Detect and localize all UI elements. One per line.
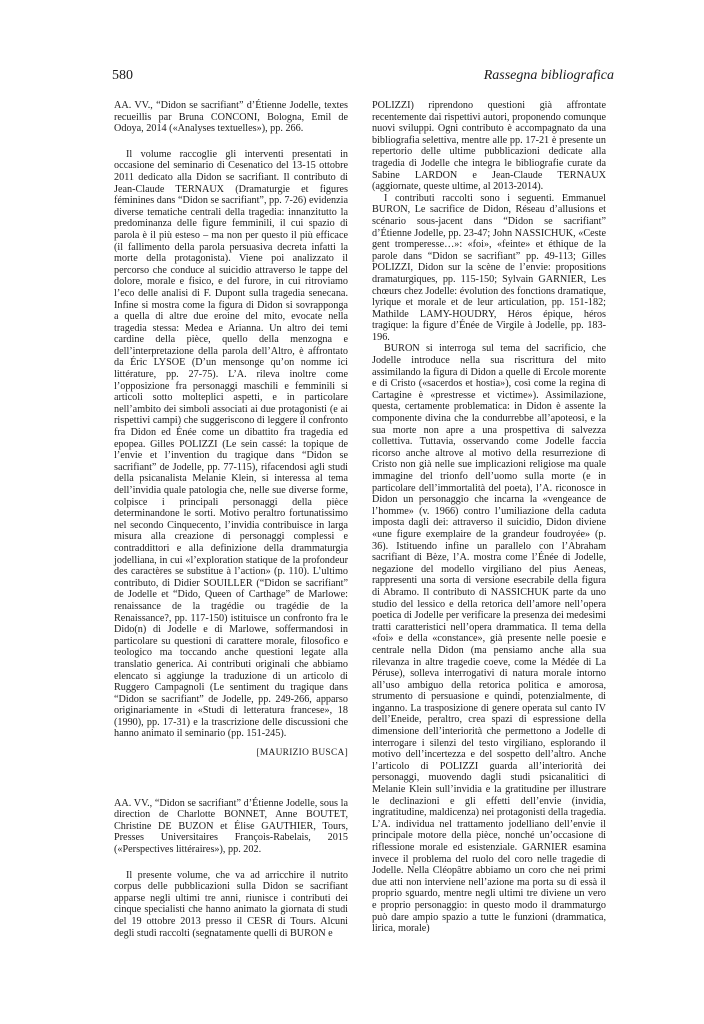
running-title: Rassegna bibliografica [483, 68, 614, 83]
right-column [372, 100, 606, 935]
paragraph: BURON si interroga sul tema del sacrificio, che Jodelle introduce nella sua riscrittura del mito assimilando la figura di Didon a quelle di Ercole morente e di Cristo («sacerdos et hostia»), così come la regina di Cartagine è «prestresse et victime»). Assimilazione, questa, certamente problematica: in Didon è assente la componente divina che la condurrebbe all’apoteosi, e la sua morte non apre a una prospettiva di salvezza collettiva. Tuttavia, osservando come Jodelle faccia ricorso anche altrove al motivo della resurrezione di Cristo non già nelle sue implicazioni religiose ma quale immagine del trionfo dell’uomo sulla morte (e in particolare dell’immortalità del poeta), l’A. riconosce in Didon un personaggio che incarna la «vengeance de l’homme» (v. 1966) contro l’umiliazione della caduta imposta dagli dei: attraverso il suicidio, Didon diviene «une figure exemplaire de la grandeur foudroyée» (p. 36). Istituendo infine un parallelo con l’Abraham sacrifiant di Bèze, l’A. mostra come l’Énée di Jodelle, negazione del modello virgiliano del pius Aeneas, rappresenti una sorta di versione esecrabile della figura di Abramo. Il contributo di NASSICHUK parte da uno studio del lessico e della retorica dell’amore nell’opera poetica di Jodelle per verificare la presenza dei medesimi tratti caratteristici nell’opera drammatica. Il tema della «foi» e della «constance», già presente nelle poesie e centrale nella Didon (ma pensiamo anche alla sua rilevanza in altre tragedie coeve, come la Médée di La Péruse), solleva interrogativi di natura morale intorno all’uso ambiguo della retorica politica e amorosa, strumento di persuasione e quindi, potenzialmente, di inganno. La trasposizione di genere operata sul canto IV dell’Eneide, peraltro, crea spazi di espressione della dimensione dell’interiorità che permettono a Jodelle di interrogare i silenzi del testo virgiliano, esplorando il motivo dell’incertezza e del sospetto dell’altro. Anche l’articolo di POLIZZI guarda all’interiorità dei personaggi, muovendo dagli studi psicanalitici di Melanie Klein sull’invidia e la gratitudine per illustrare le declinazioni e gli effetti dell’envie (invidia, ingratitudine, maldicenza) nei protagonisti della tragedia. L’A. individua nel trattamento jodelliano dell’envie il principale motore della pièce, nonché un’occasione di riflessione morale ed esistenziale. GARNIER esamina invece il problema del ruolo del coro nelle tragedie di Jodelle. Nella Cléopâtre abbiamo un coro che nei primi due atti non interviene nell’azione ma porta su di essà il proprio sguardo, mentre negli ultimi tre diviene un vero e proprio personaggio: in questo modo il drammaturgo può dare ampio spazio a tutte le funzioni (drammatica, lirica, morale) [372, 343, 606, 935]
page-number: 580 [112, 68, 133, 83]
reviewer-signature: [MAURIZIO BUSCA] [256, 748, 348, 759]
paragraph: POLIZZI) riprendono questioni già affrontate recentemente dai rispettivi autori, proponendo comunque nuovi sviluppi. Ogni contributo è accompagnato da una bibliografia selettiva, mentre alle pp. 17-21 è presente un repertorio delle ultime pubblicazioni dedicate alla tragedia di Jodelle che integra le bibliografie curate da Sabine LARDON e Jean-Claude TERNAUX (aggiornate, queste ultime, al 2013-2014). [372, 100, 606, 193]
review-reference: AA. VV., “Didon se sacrifiant” d’Étienne Jodelle, textes recueillis par Bruna CONCONI, Bologna, Emil de Odoya, 2014 («Analyses textuelles»), pp. 266. [114, 100, 348, 135]
review-body: Il presente volume, che va ad arricchire il nutrito corpus delle pubblicazioni sulla Didon se sacrifiant apparse negli ultimi tre anni, riunisce i contributi dei cinque specialisti che hanno animato la giornata di studi del 19 ottobre 2013 presso il CESR di Tours. Alcuni degli studi raccolti (segnatamente quelli di BURON e [114, 869, 348, 939]
review-reference: AA. VV., “Didon se sacrifiant” d’Étienne Jodelle, sous la direction de Charlotte BONNET, Anne BOUTET, Christine DE BUZON et Élise GAUTHIER, Tours, Presses Universitaires François-Rabelais, 2015 («Perspectives littéraires»), pp. 202. [114, 797, 348, 856]
page-header [112, 68, 614, 88]
review-body: Il volume raccoglie gli interventi presentati in occasione del seminario di Cesenatico del 13-15 ottobre 2011 dedicato alla Didon se sacrifiant. Il contributo di Jean-Claude TERNAUX (Dramaturgie et figures féminines dans “Didon se sacrifiant”, pp. 7-26) evidenzia diverse tematiche centrali della tragedia: innanzitutto la predominanza delle figure femminili, il cui spazio di parola è il più esteso – ma non per questo il più efficace (il fallimento della parola persuasiva decreta infatti la morte della protagonista). Viene poi analizzato il percorso che conduce al suicidio attraverso le tappe del dolore, morale e fisico, e del furore, in cui ritroviamo l’eco delle analisi di F. Dupont sulla tragedia senecana. Infine si mostra come la figura di Didon si sovrapponga a quella di altre due eroine del mito, evocate nella tragedia stessa: Medea e Arianna. Un altro dei temi cardine della pièce, quello della menzogna e dell’interpretazione della parola dell’Altro, è affrontato da Éric LYSOE (D’un mensonge qu’on nomme ici littérature, pp. 27-75). L’A. rileva inoltre come l’opposizione fra personaggi maschili e femminili si articoli sotto molteplici aspetti, e in particolare nell’ambito dei simboli associati ai due protagonisti (e ai rispettivi campi) che suggeriscono di leggere il confronto fra Didon ed Énée come un dibattito fra tragedia ed epopea. Gilles POLIZZI (Le sein cassé: la topique de l’envie et l’invention du tragique dans “Didon se sacrifiant” de Jodelle, pp. 77-115), rifacendosi agli studi della psicanalista Melanie Klein, si interessa al tema dell’invidia quale patologia che, nelle sue diverse forme, colpisce i principali personaggi della pièce determinandone le sorti. Motivo peraltro fortunatissimo nel secondo Cinquecento, l’invidia contribuisce in larga misura alla creazione di personaggi complessi e contraddittori e alla definizione della drammaturgia jodelliana, in cui «l’exploration statique de la profondeur des caractères se substitue à l’action» (p. 110). L’ultimo contributo, di Didier SOUILLER (“Didon se sacrifiant” de Jodelle et “Dido, Queen of Carthage” de Marlowe: renaissance de la tragédie ou tragédie de la Renaissance?, pp. 117-150) istituisce un confronto fra le Dido(n) di Jodelle e di Marlowe, soffermandosi in particolare su questioni di carattere morale, filosofico e teologico ma toccando anche questioni legate alla translatio generica. Ai contributi originali che abbiamo elencato si aggiunge la traduzione di un articolo di Ruggero Campagnoli (Le sentiment du tragique dans “Didon se sacrifiant” de Jodelle, pp. 249-266, apparso originariamente in «Studi di letteratura francese», 18 (1990), pp. 17-31) e la trascrizione delle discussioni che hanno animato il seminario (pp. 151-245). [114, 148, 348, 740]
paragraph: I contributi raccolti sono i seguenti. Emmanuel BURON, Le sacrifice de Didon, Réseau d’allusions et scénario sous-jacent dans “Didon se sacrifiant” d’Étienne Jodelle, pp. 23-47; John NASSICHUK, «Ceste gent tromperesse…»: «foi», «feinte» et éthique de la parole dans “Didon se sacrifiant” pp. 49-113; Gilles POLIZZI, Didon sur la scène de l’envie: propositions dramaturgiques, pp. 115-150; Sylvain GARNIER, Les chœurs chez Jodelle: évolution des fonctions dramatique, lyrique et morale et de leur articulation, pp. 151-182; Mathilde LAMY-HOUDRY, Héros épique, héros tragique: la figure d’Énée de Virgile à Jodelle, pp. 183-196. [372, 192, 606, 343]
left-column [114, 100, 348, 939]
